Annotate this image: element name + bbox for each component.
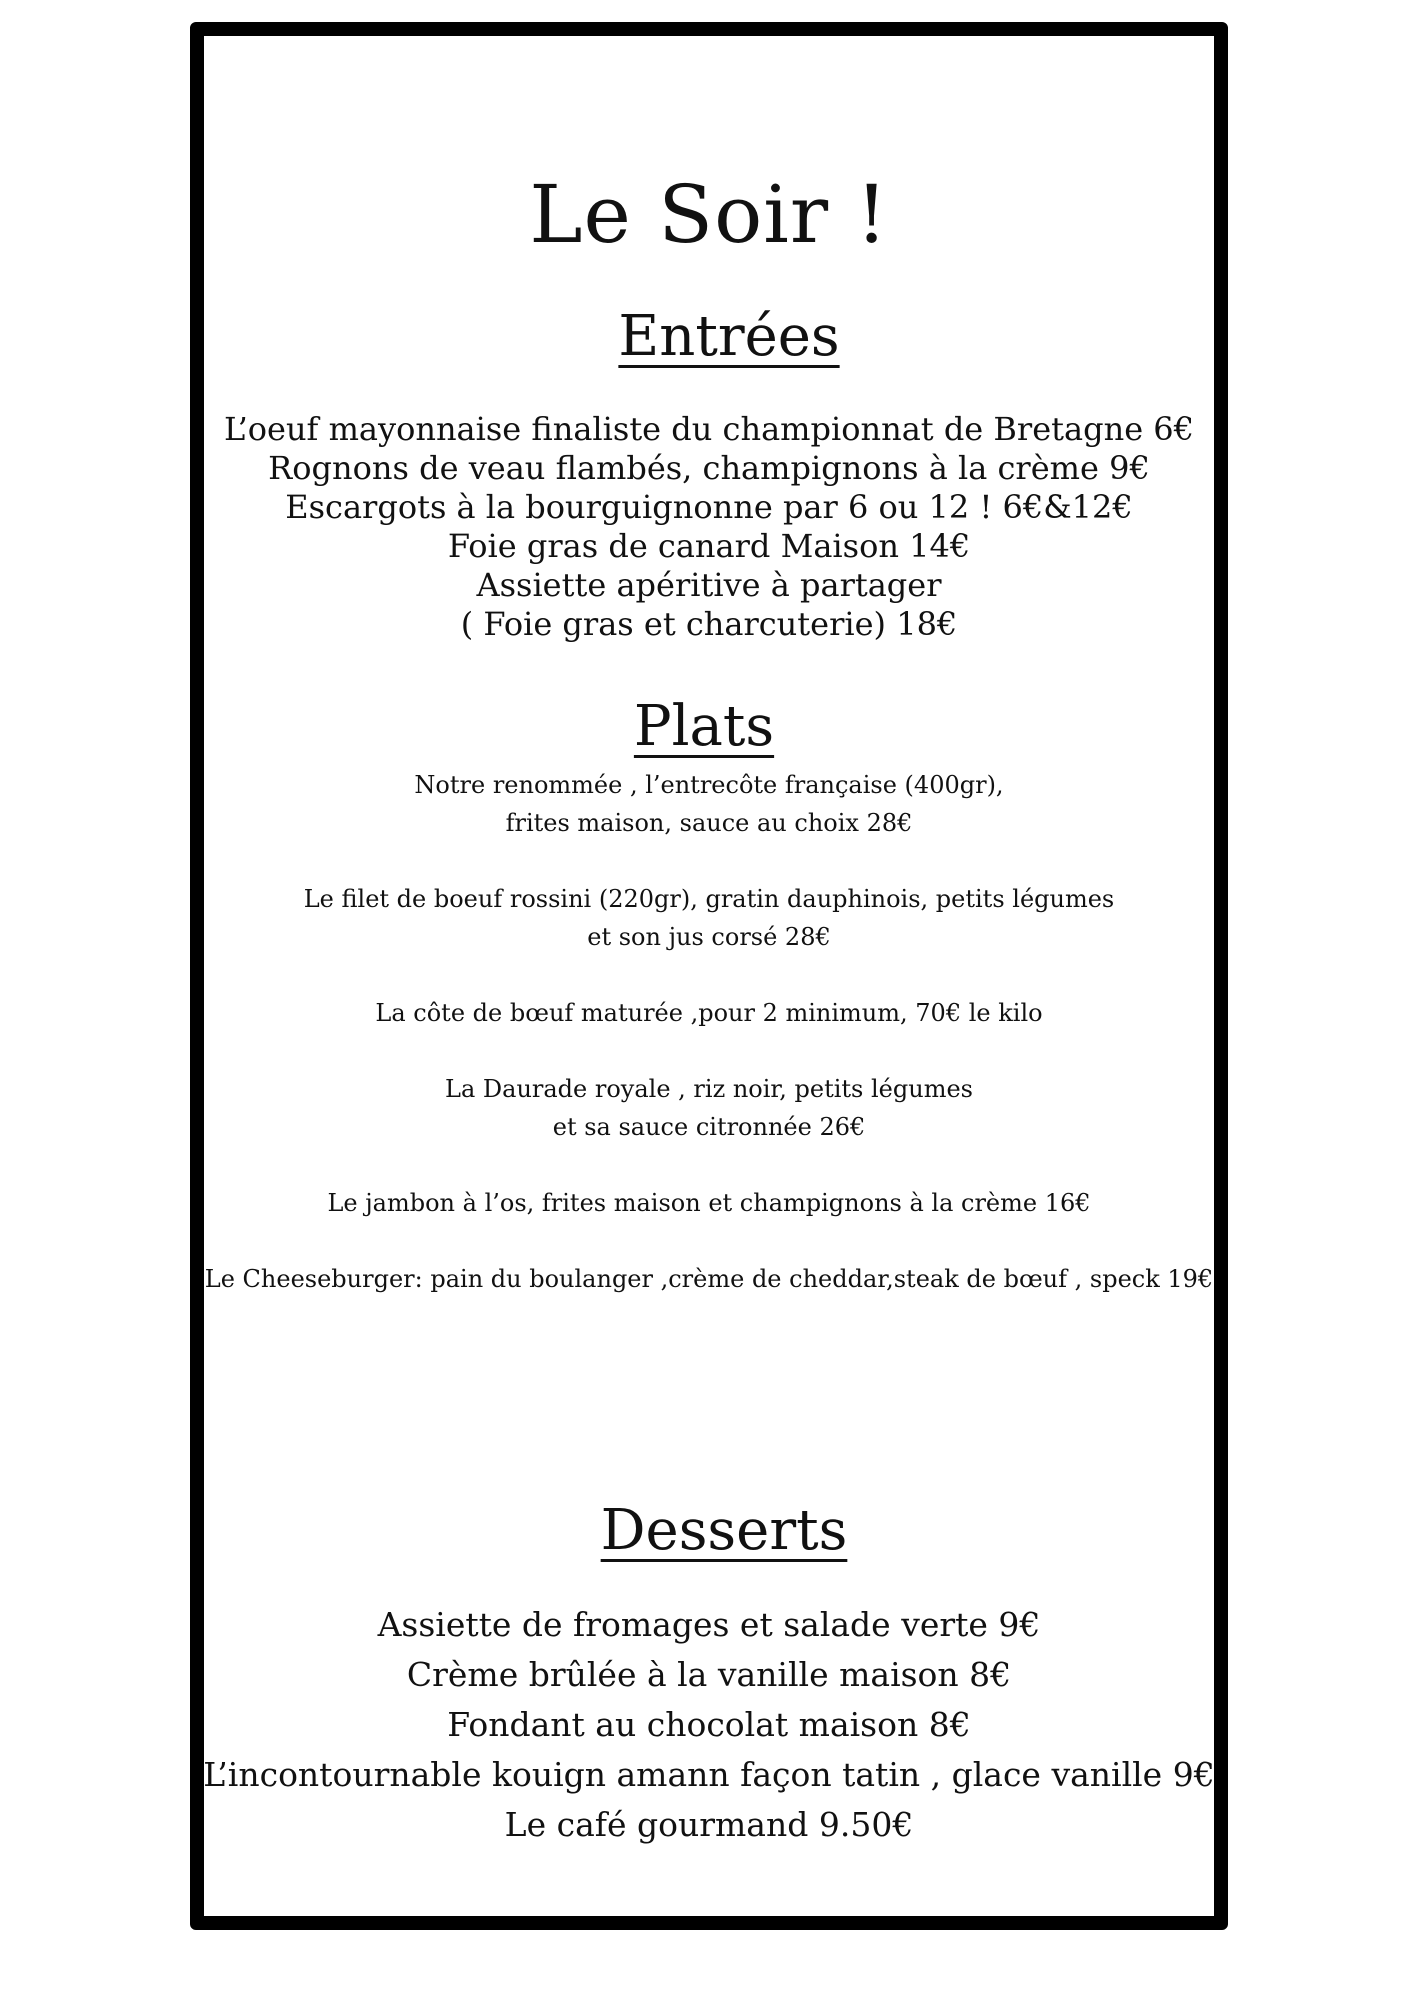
plat-line: La Daurade royale , riz noir, petits légumes [445, 1075, 973, 1103]
plat-item [190, 1260, 1228, 1298]
plat-line: et son jus corsé 28€ [587, 923, 831, 951]
plat-line: Le Cheeseburger: pain du boulanger ,crème de cheddar,steak de bœuf , speck 19€ [204, 1265, 1214, 1293]
entree-line: Foie gras de canard Maison 14€ [447, 527, 971, 565]
plats-list [190, 766, 1228, 1336]
entree-line: Rognons de veau flambés, champignons à la crème 9€ [268, 449, 1150, 487]
entree-line: L’oeuf mayonnaise finaliste du championnat de Bretagne 6€ [223, 410, 1195, 448]
plat-line: La côte de bœuf maturée ,pour 2 minimum, 70€ le kilo [375, 999, 1043, 1027]
section-heading-desserts: Desserts [600, 1498, 848, 1563]
entree-line: ( Foie gras et charcuterie) 18€ [460, 605, 958, 643]
plat-line: Le filet de boeuf rossini (220gr), gratin dauphinois, petits légumes [303, 885, 1115, 913]
plat-item [190, 1070, 1228, 1146]
plat-line: Le jambon à l’os, frites maison et champignons à la crème 16€ [327, 1189, 1091, 1217]
entrees-list [190, 410, 1228, 644]
dessert-line: Le café gourmand 9.50€ [504, 1805, 914, 1844]
menu-title: Le Soir ! [529, 168, 889, 261]
plat-item [190, 766, 1228, 842]
dessert-line: Fondant au chocolat maison 8€ [447, 1705, 971, 1744]
entree-line: Escargots à la bourguignonne par 6 ou 12 ! 6€&12€ [285, 488, 1133, 526]
dessert-line: Assiette de fromages et salade verte 9€ [377, 1605, 1041, 1644]
section-heading-entrees: Entrées [618, 304, 840, 369]
plat-item [190, 880, 1228, 956]
plat-line: et sa sauce citronnée 26€ [552, 1113, 866, 1141]
plat-item [190, 1184, 1228, 1222]
desserts-list [190, 1600, 1228, 1850]
dessert-line: Crème brûlée à la vanille maison 8€ [406, 1655, 1012, 1694]
entree-line: Assiette apéritive à partager [476, 566, 942, 604]
dessert-line: L’incontournable kouign amann façon tatin , glace vanille 9€ [203, 1755, 1215, 1794]
plat-item [190, 994, 1228, 1032]
plat-line: Notre renommée , l’entrecôte française (400gr), [414, 771, 1004, 799]
plat-line: frites maison, sauce au choix 28€ [505, 809, 913, 837]
section-heading-plats: Plats [633, 694, 775, 759]
